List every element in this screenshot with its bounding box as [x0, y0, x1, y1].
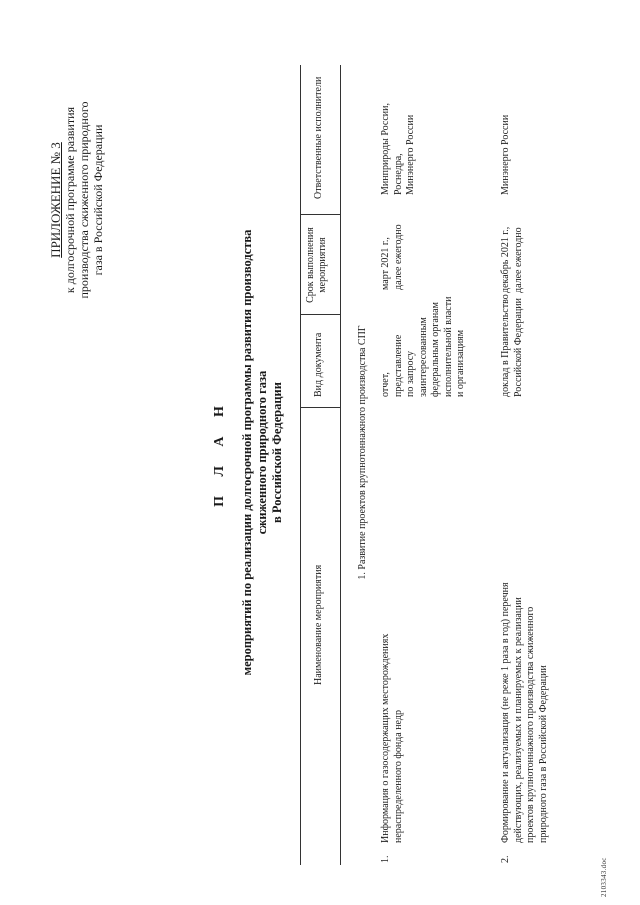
plan-title-line: мероприятий по реализации долгосрочной программы развития производства сжиженного природного газа	[240, 229, 269, 676]
row-responsible: Минприроды России, Роснедра, Минэнерго России	[380, 103, 416, 195]
row-number: 1.	[380, 855, 391, 863]
column-divider	[300, 214, 340, 215]
table-top-rule	[300, 65, 301, 865]
appendix-line: газа в Российской Федерации	[91, 124, 105, 276]
row-deadline: март 2021 г., далее ежегодно	[380, 224, 404, 290]
row-doc-type: отчет, представление по запросу заинтересованным федеральным органам исполнительной власти и организациям	[380, 296, 466, 397]
appendix-line: к долгосрочной программе развития	[63, 106, 77, 294]
appendix-heading: ПРИЛОЖЕНИЕ № 3	[48, 142, 63, 258]
table-header-rule	[340, 65, 341, 865]
row-name: Формирование и актуализация (не реже 1 раза в год) перечня действующих, реализуемых и планируемых к реализации проектов крупнотоннажного производства сжиженного природного газа в Российской Федерации	[500, 582, 549, 843]
column-divider	[300, 407, 340, 408]
row-number: 2.	[500, 855, 511, 863]
column-divider	[300, 314, 340, 315]
row-name: Информация о газосодержащих месторождениях нераспределенного фонда недр	[380, 633, 404, 843]
plan-heading: П Л А Н	[212, 398, 227, 507]
row-doc-type: доклад в Правительство Российской Федерации	[500, 294, 524, 397]
column-header-deadline: Срок выполнения мероприятия	[305, 227, 328, 303]
row-responsible: Минэнерго России	[500, 114, 511, 195]
section-title: 1. Развитие проектов крупнотоннажного производства СПГ	[357, 325, 368, 580]
column-header-responsible: Ответственные исполнители	[313, 76, 324, 199]
row-deadline: декабрь 2021 г., далее ежегодно	[500, 226, 524, 293]
column-header-doc-type: Вид документа	[313, 332, 324, 397]
column-header-name: Наименование мероприятия	[313, 564, 324, 685]
appendix-line: производства сжиженного природного	[77, 101, 91, 299]
plan-title-line: в Российской Федерации	[270, 382, 284, 523]
appendix-header	[48, 70, 105, 330]
file-stamp: 2103343.doc	[600, 857, 608, 897]
plan-title	[240, 200, 285, 705]
